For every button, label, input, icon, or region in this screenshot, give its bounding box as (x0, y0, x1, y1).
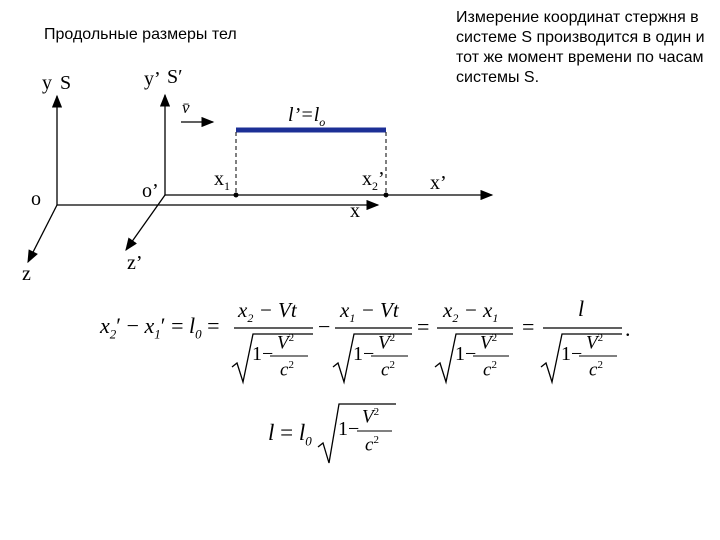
slide-title: Продольные размеры тел (44, 26, 237, 43)
s-prime-frame-label: S′ (167, 66, 183, 88)
minus-operator: − (318, 314, 331, 339)
contraction-formula-lhs: $l = l_0$ (268, 420, 312, 449)
equals-operator-2: = (522, 314, 535, 339)
radicand-3-den: $c^2$ (483, 359, 497, 381)
fraction-4-numerator: l (578, 296, 585, 321)
fraction-2-numerator: $x_1 - Vt$ (340, 298, 399, 326)
contraction-radicand-den: $c^2$ (365, 434, 379, 456)
fraction-3-numerator: $x_2 - x_1$ (443, 298, 499, 326)
s-origin-label: o (31, 188, 41, 210)
radicand-1-num: $V^2$ (277, 332, 295, 354)
s-prime-y-label: y’ (144, 68, 161, 90)
contraction-radicand-num: $V^2$ (362, 406, 380, 428)
radicand-2-den: $c^2$ (381, 359, 395, 381)
formula-lhs: $x_2' - x_1' = l_0$ = (100, 313, 220, 342)
equals-operator-1: = (417, 314, 430, 339)
radicand-3-num: $V^2$ (480, 332, 498, 354)
radicand-2: 1− (353, 343, 375, 365)
s-prime-z-label: z’ (127, 252, 143, 274)
measurement-note: Измерение координат стержня в системе S производится в один и тот же момент времени по часам системы S. (456, 9, 705, 86)
radicand-4-den: $c^2$ (589, 359, 603, 381)
x2-label: $x_2$’ (362, 168, 385, 193)
s-z-label: z (22, 263, 31, 285)
radicand-1-den: $c^2$ (280, 359, 294, 381)
end-dot: . (625, 316, 631, 341)
radicand-1: 1− (252, 343, 274, 365)
x1-label: $x_1$ (214, 168, 230, 193)
s-x-label: x (350, 200, 360, 222)
s-y-label: y (42, 72, 52, 94)
s-frame-label: S (60, 72, 72, 94)
radicand-2-num: $V^2$ (378, 332, 396, 354)
rod-length-label: $l’=l_o$ (288, 104, 326, 129)
fraction-1-numerator: $x_2 - Vt$ (238, 298, 297, 326)
contraction-radicand: 1− (338, 418, 360, 440)
velocity-label: v̄ (182, 98, 190, 117)
radicand-4: 1− (561, 343, 583, 365)
s-prime-origin-label: o’ (142, 180, 159, 202)
radicand-3: 1− (455, 343, 477, 365)
radicand-4-num: $V^2$ (586, 332, 604, 354)
s-prime-x-label: x’ (430, 172, 447, 194)
